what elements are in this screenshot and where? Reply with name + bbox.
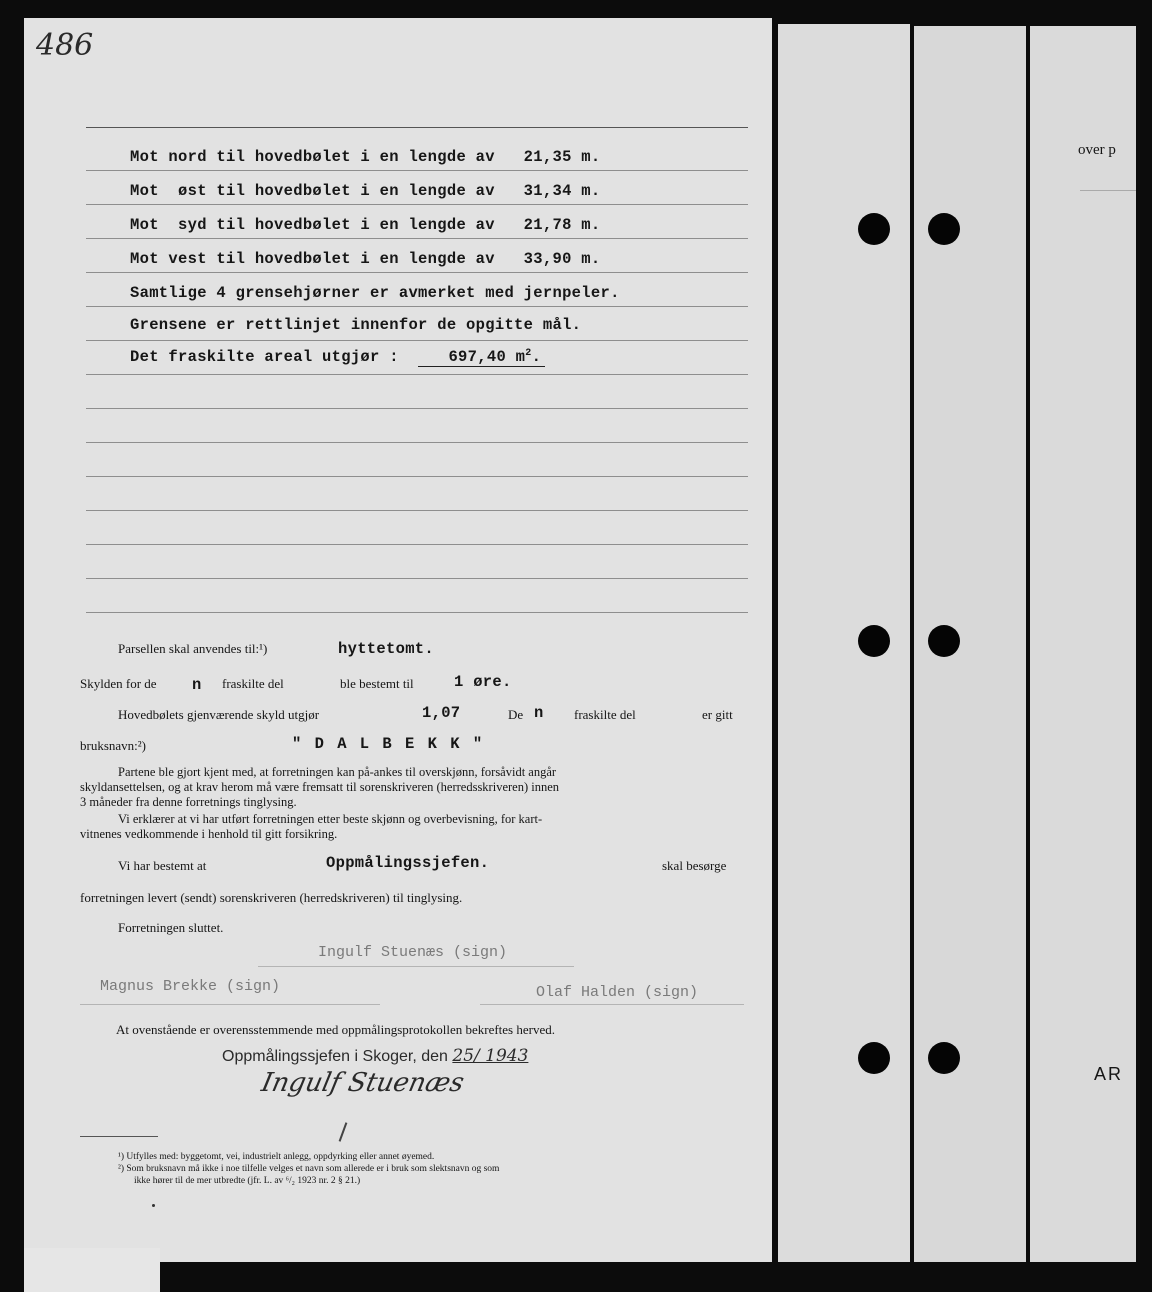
ruled-line [86, 442, 748, 443]
margin-ruled-line [1080, 190, 1136, 191]
area-label: Det fraskilte areal utgjør : [130, 348, 399, 367]
binding-hole [928, 213, 960, 245]
boundary-line-west: Mot vest til hovedbølet i en lengde av 33,90 m. [130, 250, 601, 268]
ruled-line [86, 340, 748, 341]
ruled-line [86, 374, 748, 375]
ruled-line [86, 612, 748, 613]
tax-mid2: ble bestemt til [340, 676, 414, 691]
ruled-line [86, 408, 748, 409]
paragraph2-line2: vitnenes vedkommende i henhold til gitt forsikring. [80, 827, 338, 841]
ruled-line [86, 204, 748, 205]
ruled-line [86, 272, 748, 273]
paragraph1-line3: 3 måneder fra denne forretnings tinglysing. [80, 795, 297, 809]
area-number: 697,40 m [448, 348, 526, 367]
binding-hole [858, 625, 890, 657]
handwritten-signature: Ingulf Stuenæs [258, 1068, 467, 1098]
straight-boundaries-line: Grensene er rettlinjet innenfor de opgitte mål. [130, 316, 582, 334]
paragraph1-line1: Partene ble gjort kjent med, at forretningen kan på-ankes til overskjønn, forsåvidt angår [118, 765, 557, 779]
signature-1: Ingulf Stuenæs (sign) [318, 944, 508, 961]
signature-line [258, 966, 574, 967]
corner-markers-line: Samtlige 4 grensehjørner er avmerket med jernpeler. [130, 284, 620, 302]
binding-strip [778, 24, 910, 1262]
remaining-value: 1,07 [422, 704, 461, 722]
ruled-line [86, 578, 748, 579]
binding-hole [928, 625, 960, 657]
ruled-line [86, 306, 748, 307]
ruled-line [86, 510, 748, 511]
tax-n: n [192, 676, 202, 694]
boundary-line-east: Mot øst til hovedbølet i en lengde av 31,34 m. [130, 182, 601, 200]
attestation-text: At ovenstående er overensstemmende med oppmålingsprotokollen bekreftes herved. [116, 1022, 555, 1037]
paragraph2-line1: Vi erklærer at vi har utført forretningen etter beste skjønn og overbevisning, for kart- [118, 812, 543, 826]
footnote-divider [80, 1136, 158, 1137]
area-unit-sup: 2 [525, 348, 532, 359]
name-value: " D A L B E K K " [292, 735, 485, 753]
use-value: hyttetomt. [338, 640, 435, 658]
delivery-text: forretningen levert (sendt) sorenskriveren (herredskriveren) til tinglysing. [80, 890, 463, 905]
footnote-2-line2: ikke hører til de mer utbredte (jfr. L. av ⁶/₂ 1923 nr. 2 § 21.) [134, 1176, 361, 1186]
bottom-tab [24, 1248, 160, 1292]
tax-prefix: Skylden for de [80, 676, 157, 691]
closed-text: Forretningen sluttet. [118, 920, 224, 935]
ruled-line [86, 238, 748, 239]
tax-mid: fraskilte del [222, 676, 284, 691]
assign-label: Vi har bestemt at [118, 858, 207, 873]
boundary-line-north: Mot nord til hovedbølet i en lengde av 21,35 m. [130, 148, 601, 166]
boundary-line-south: Mot syd til hovedbølet i en lengde av 21,78 m. [130, 216, 601, 234]
area-suffix: . [531, 348, 542, 367]
de-label: De [508, 707, 524, 722]
ruled-line [86, 544, 748, 545]
tax-value: 1 øre. [454, 673, 512, 691]
er-gitt: er gitt [702, 707, 733, 722]
page-number: 486 [36, 28, 94, 63]
signature-2: Magnus Brekke (sign) [100, 978, 281, 995]
margin-text-top: over p [1078, 142, 1116, 158]
place-date-stamp [222, 1046, 528, 1066]
name-label: bruksnavn:²) [80, 738, 146, 753]
ruled-line [86, 127, 748, 128]
signature-3: Olaf Halden (sign) [536, 984, 699, 1001]
place-text: Oppmålingssjefen i Skoger, den [222, 1048, 448, 1065]
footnote-2-line1: ²) Som bruksnavn må ikke i noe tilfelle velges et navn som allerede er i bruk som slektsnavn og som [118, 1164, 500, 1174]
binding-hole [858, 1042, 890, 1074]
speck [152, 1204, 155, 1207]
fraskilte-label: fraskilte del [574, 707, 636, 722]
signature-line [80, 1004, 380, 1005]
area-line [130, 348, 545, 366]
remaining-label: Hovedbølets gjenværende skyld utgjør [118, 707, 320, 722]
binding-hole [928, 1042, 960, 1074]
paragraph1-line2: skyldansettelsen, og at krav herom må være fremsatt til sorenskriveren (herredsskriveren) innen [80, 780, 560, 794]
binding-hole [858, 213, 890, 245]
area-value [418, 348, 545, 367]
date-text: 25/ 1943 [452, 1046, 529, 1066]
assign-suffix: skal besørge [662, 858, 727, 873]
signature-line [480, 1004, 744, 1005]
use-label: Parsellen skal anvendes til:¹) [118, 641, 268, 656]
assign-value: Oppmålingssjefen. [326, 854, 490, 872]
ruled-line [86, 476, 748, 477]
de-n: n [534, 704, 544, 722]
footnote-1: ¹) Utfylles med: byggetomt, vei, industrielt anlegg, oppdyrking eller annet øyemed. [118, 1152, 435, 1162]
margin-text-bottom: AR [1094, 1064, 1124, 1084]
ruled-line [86, 170, 748, 171]
